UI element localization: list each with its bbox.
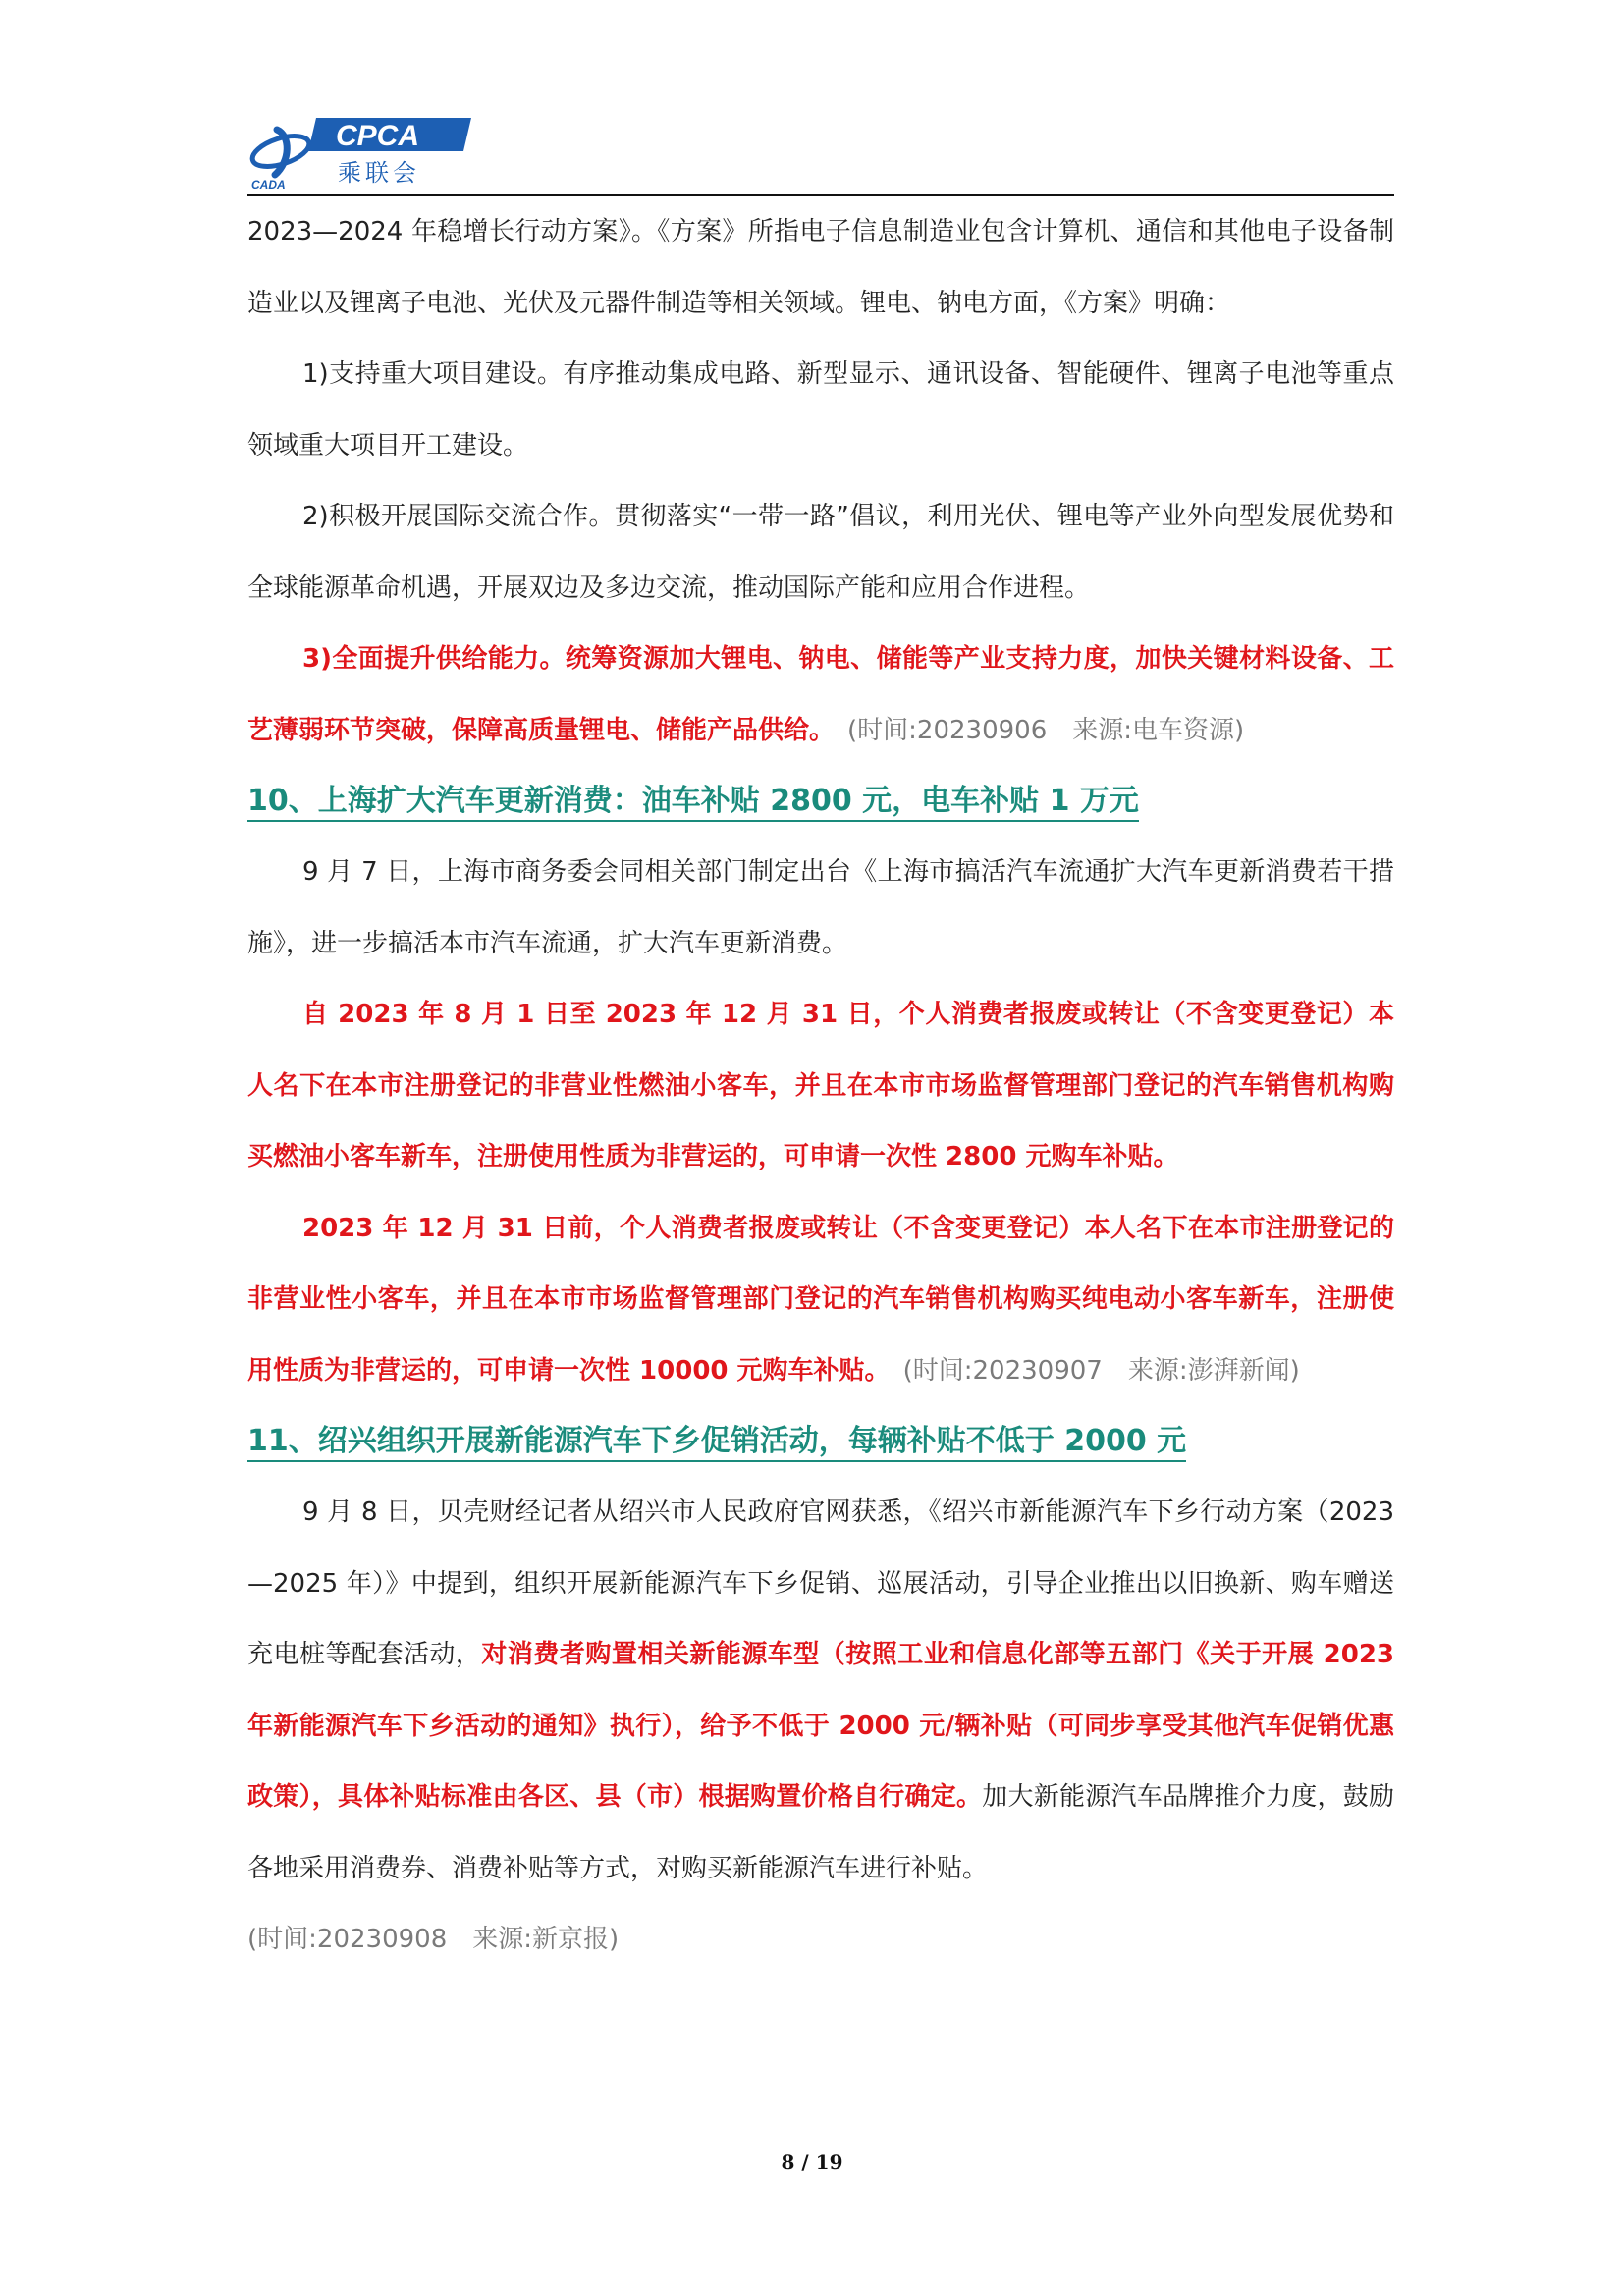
page-number: 8 / 19 <box>781 2150 843 2174</box>
source-note: (时间:20230908 来源:新京报) <box>247 1925 620 1954</box>
source-note: (时间:20230906 来源:电车资源) <box>847 715 1245 745</box>
section-heading-11 <box>247 1406 1394 1477</box>
logo-mark-text: CADA <box>251 178 286 191</box>
section-title: 11、绍兴组织开展新能源汽车下乡促销活动，每辆补贴不低于 2000 元 <box>247 1424 1186 1462</box>
cpca-logo <box>247 110 473 194</box>
paragraph-shanghai-intro: 9 月 7 日，上海市商务委会同相关部门制定出台《上海市搞活汽车流通扩大汽车更新消费若干措施》，进一步搞活本市汽车流通，扩大汽车更新消费。 <box>247 857 1394 958</box>
paragraph-item-3 <box>247 624 1394 766</box>
paragraph-plan-intro: 2023—2024 年稳增长行动方案》。《方案》所指电子信息制造业包含计算机、通信和其他电子设备制造业以及锂离子电池、光伏及元器件制造等相关领域。锂电、钠电方面，《方案》明确： <box>247 217 1394 318</box>
document-body <box>247 196 1394 1976</box>
page-header <box>247 110 1394 198</box>
paragraph-item-1: 1)支持重大项目建设。有序推动集成电路、新型显示、通讯设备、智能硬件、锂离子电池等重点领域重大项目开工建设。 <box>247 359 1394 461</box>
highlight-text: 对消费者购置相关新能源车型（按照工业和信息化部等五部门《关于开展 2023 年新能源汽车下乡活动的通知》执行），给予不低于 2000 元/辆补贴（可同步享受其他汽车促销优惠政策），具体补贴标准由各区、县（市）根据购置价格自行确定。 <box>247 1640 1394 1812</box>
paragraph-ev-subsidy <box>247 1193 1394 1407</box>
plain-text: 9 月 8 日，贝壳财经记者从绍兴市人民政府官网获悉，《绍兴市新能源汽车下乡行动方案（2023—2025 年）》中提到，组织开展新能源汽车下乡促销、巡展活动，引导企业推出以旧换新、购车赠送充电桩等配套活动， <box>247 1497 1394 1669</box>
section-heading-10 <box>247 766 1394 837</box>
highlight-text: 3)全面提升供给能力。统筹资源加大锂电、钠电、储能等产业支持力度，加快关键材料设备、工艺薄弱环节突破，保障高质量锂电、储能产品供给。 <box>247 644 1394 745</box>
paragraph-shaoxing <box>247 1477 1394 1976</box>
plain-text: 加大新能源汽车品牌推介力度，鼓励各地采用消费券、消费补贴等方式，对购买新能源汽车进行补贴。 <box>247 1782 1394 1883</box>
source-note: (时间:20230907 来源:澎湃新闻) <box>902 1355 1300 1386</box>
section-title: 10、上海扩大汽车更新消费：油车补贴 2800 元，电车补贴 1 万元 <box>247 784 1139 822</box>
highlight-text: 2023 年 12 月 31 日前，个人消费者报废或转让（不含变更登记）本人名下在本市注册登记的非营业性小客车，并且在本市市场监督管理部门登记的汽车销售机构购买纯电动小客车新车，注册使用性质为非营运的，可申请一次性 10000 元购车补贴。 <box>247 1213 1394 1386</box>
logo-text: CPCA <box>336 120 420 152</box>
paragraph-fuel-subsidy: 自 2023 年 8 月 1 日至 2023 年 12 月 31 日，个人消费者报废或转让（不含变更登记）本人名下在本市注册登记的非营业性燃油小客车，并且在本市市场监督管理部门登记的汽车销售机构购买燃油小客车新车，注册使用性质为非营运的，可申请一次性 2800 元购车补贴。 <box>247 1000 1394 1171</box>
paragraph-item-2: 2)积极开展国际交流合作。贯彻落实“一带一路”倡议，利用光伏、锂电等产业外向型发展优势和全球能源革命机遇，开展双边及多边交流，推动国际产能和应用合作进程。 <box>247 502 1394 603</box>
logo-subtext: 乘联会 <box>338 159 420 187</box>
